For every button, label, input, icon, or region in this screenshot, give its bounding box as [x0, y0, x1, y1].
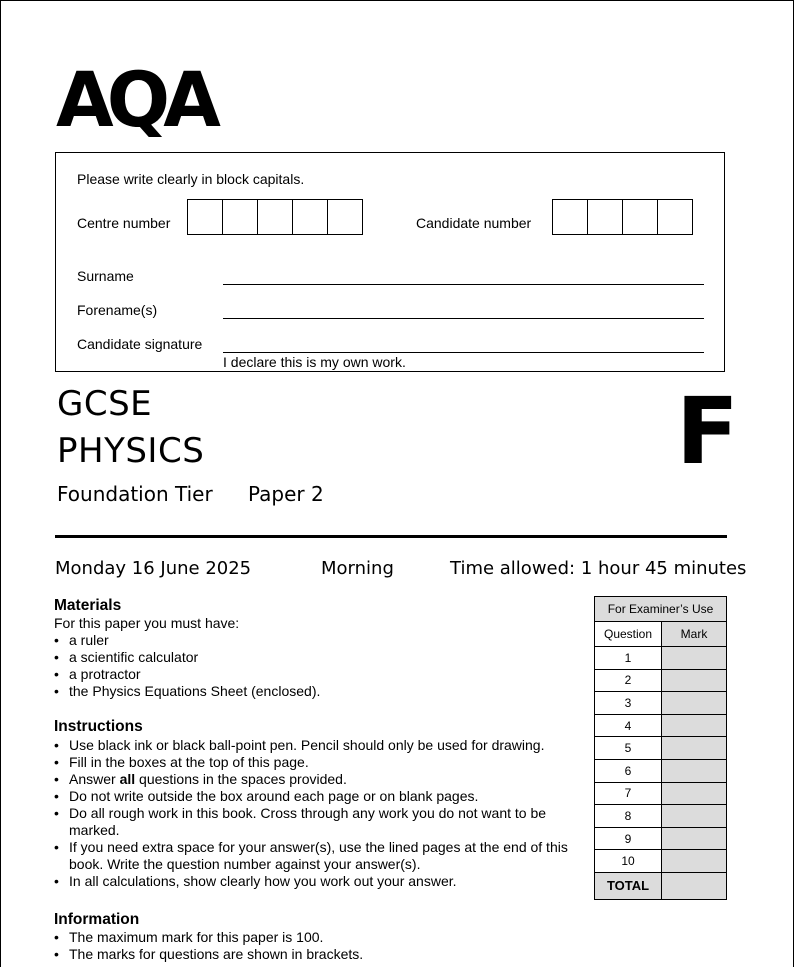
centre-number-boxes[interactable]	[187, 199, 362, 235]
mark-cell[interactable]	[662, 850, 727, 873]
table-row	[595, 669, 727, 692]
candidate-digit-box[interactable]	[587, 199, 623, 235]
materials-list	[54, 632, 554, 700]
materials-heading: Materials	[54, 597, 122, 614]
centre-digit-box[interactable]	[327, 199, 363, 235]
examiner-use-table	[594, 596, 727, 900]
table-row	[595, 850, 727, 873]
centre-digit-box[interactable]	[187, 199, 223, 235]
mark-cell[interactable]	[662, 714, 727, 737]
list-item: • the Physics Equations Sheet (enclosed).	[54, 683, 554, 700]
time-allowed: Time allowed: 1 hour 45 minutes	[450, 558, 747, 579]
information-heading: Information	[54, 911, 140, 928]
list-item: • Answer all questions in the spaces provided.	[54, 771, 574, 788]
table-row	[595, 827, 727, 850]
surname-label: Surname	[77, 268, 134, 284]
information-list	[54, 929, 574, 963]
centre-digit-box[interactable]	[222, 199, 258, 235]
mark-cell[interactable]	[662, 827, 727, 850]
table-row	[595, 692, 727, 715]
question-number: 5	[595, 737, 662, 760]
mark-cell[interactable]	[662, 669, 727, 692]
mark-cell[interactable]	[662, 737, 727, 760]
examiner-use-title: For Examiner’s Use	[595, 597, 727, 622]
list-item: • In all calculations, show clearly how you work out your answer.	[54, 873, 574, 890]
question-number: 4	[595, 714, 662, 737]
header-divider	[55, 535, 727, 538]
signature-label: Candidate signature	[77, 336, 203, 352]
instructions-heading: Instructions	[54, 718, 143, 735]
aqa-logo: AQA	[56, 55, 215, 144]
list-item: • Do not write outside the box around each page or on blank pages.	[54, 788, 574, 805]
forename-label: Forename(s)	[77, 302, 158, 318]
total-mark-cell[interactable]	[662, 872, 727, 899]
question-number: 10	[595, 850, 662, 873]
paper-label: Paper 2	[248, 482, 324, 506]
table-row	[595, 782, 727, 805]
candidate-digit-box[interactable]	[657, 199, 693, 235]
centre-digit-box[interactable]	[257, 199, 293, 235]
mark-cell[interactable]	[662, 692, 727, 715]
qualification-title: GCSE	[57, 384, 153, 424]
table-row	[595, 759, 727, 782]
exam-date: Monday 16 June 2025	[55, 558, 252, 579]
table-row	[595, 647, 727, 670]
list-item: • The marks for questions are shown in brackets.	[54, 946, 574, 963]
candidate-details-box	[55, 152, 725, 372]
mark-cell[interactable]	[662, 759, 727, 782]
candidate-digit-box[interactable]	[622, 199, 658, 235]
question-number: 3	[595, 692, 662, 715]
signature-line[interactable]	[223, 352, 704, 353]
mark-cell[interactable]	[662, 782, 727, 805]
forename-line[interactable]	[223, 318, 704, 319]
table-row	[595, 805, 727, 828]
table-row	[595, 737, 727, 760]
surname-line[interactable]	[223, 284, 704, 285]
centre-number-label: Centre number	[77, 215, 171, 231]
list-item: • Fill in the boxes at the top of this page.	[54, 754, 574, 771]
materials-intro: For this paper you must have:	[54, 615, 240, 631]
subject-title: PHYSICS	[57, 431, 205, 471]
declaration-text: I declare this is my own work.	[223, 354, 406, 370]
total-label: TOTAL	[595, 872, 662, 899]
exam-session: Morning	[321, 558, 394, 579]
question-column-header: Question	[595, 622, 662, 647]
list-item: • Use black ink or black ball-point pen. Pencil should only be used for drawing.	[54, 737, 574, 754]
question-number: 7	[595, 782, 662, 805]
mark-cell[interactable]	[662, 805, 727, 828]
candidate-digit-box[interactable]	[552, 199, 588, 235]
list-item: • a protractor	[54, 666, 554, 683]
list-item: • a ruler	[54, 632, 554, 649]
mark-column-header: Mark	[662, 622, 727, 647]
mark-cell[interactable]	[662, 647, 727, 670]
question-number: 9	[595, 827, 662, 850]
candidate-number-label: Candidate number	[416, 215, 532, 231]
tier-label: Foundation Tier	[57, 482, 213, 506]
centre-digit-box[interactable]	[292, 199, 328, 235]
instructions-list	[54, 737, 574, 890]
list-item: • The maximum mark for this paper is 100.	[54, 929, 574, 946]
list-item: • Do all rough work in this book. Cross through any work you do not want to be marked.	[54, 805, 574, 839]
list-item: • If you need extra space for your answer(s), use the lined pages at the end of this book. Write the question number against your answer(s).	[54, 839, 574, 873]
table-row	[595, 872, 727, 899]
question-number: 6	[595, 759, 662, 782]
table-row	[595, 714, 727, 737]
question-number: 2	[595, 669, 662, 692]
question-number: 8	[595, 805, 662, 828]
candidate-number-boxes[interactable]	[552, 199, 692, 235]
tier-letter: F	[676, 378, 739, 485]
block-capitals-instruction: Please write clearly in block capitals.	[77, 171, 305, 187]
list-item: • a scientific calculator	[54, 649, 554, 666]
question-number: 1	[595, 647, 662, 670]
